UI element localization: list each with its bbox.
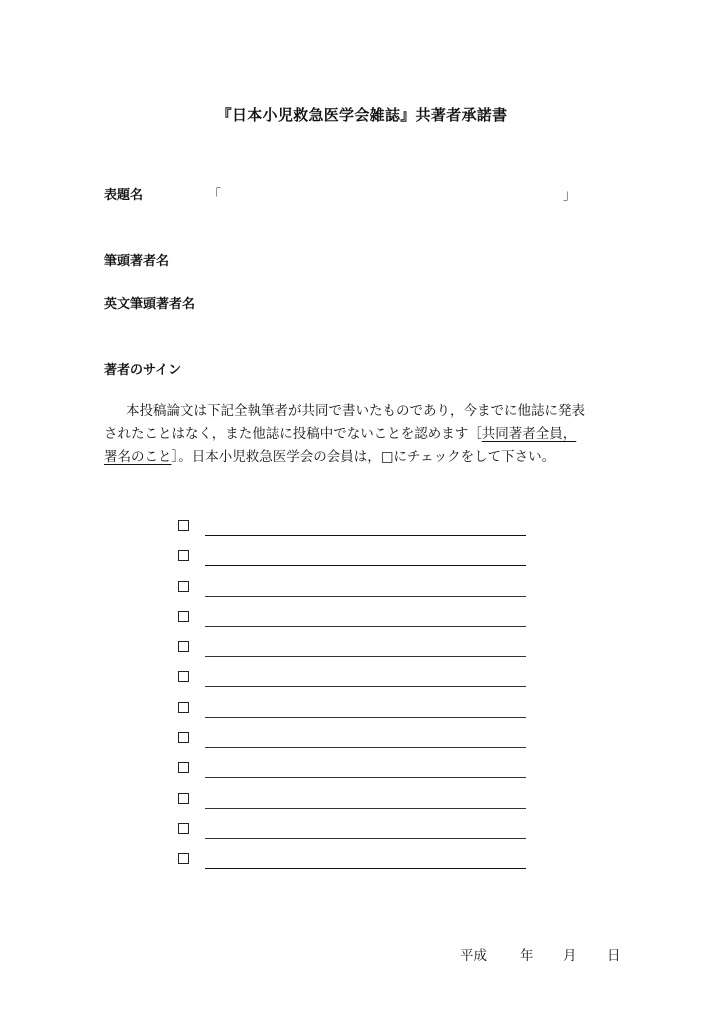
- signature-row: [178, 788, 538, 818]
- signature-row: [178, 636, 538, 666]
- member-checkbox[interactable]: [178, 581, 189, 592]
- signature-row: [178, 576, 538, 606]
- signature-row: [178, 606, 538, 636]
- title-label: 表題名: [104, 188, 144, 203]
- statement-line-3: [104, 446, 624, 469]
- signature-line[interactable]: [205, 777, 526, 778]
- first-author-en-label: 英文筆頭著者名: [104, 297, 196, 312]
- statement-underlined-2: 署名のこと: [104, 449, 172, 465]
- signature-row: [178, 848, 538, 878]
- signature-list: [178, 515, 538, 879]
- signature-line[interactable]: [205, 838, 526, 839]
- member-checkbox[interactable]: [178, 762, 189, 773]
- date-day-label: 日: [607, 948, 621, 964]
- first-author-label: 筆頭著者名: [104, 254, 170, 269]
- title-open-bracket: 「: [208, 188, 222, 203]
- signature-line[interactable]: [205, 565, 526, 566]
- member-checkbox[interactable]: [178, 853, 189, 864]
- member-checkbox[interactable]: [178, 611, 189, 622]
- signature-line[interactable]: [205, 656, 526, 657]
- member-checkbox[interactable]: [178, 671, 189, 682]
- signature-row: [178, 697, 538, 727]
- member-checkbox[interactable]: [178, 793, 189, 804]
- signature-line[interactable]: [205, 596, 526, 597]
- member-checkbox[interactable]: [178, 641, 189, 652]
- signature-line[interactable]: [205, 686, 526, 687]
- date-month-label: 月: [563, 948, 577, 964]
- member-checkbox[interactable]: [178, 702, 189, 713]
- document-title: 『日本小児救急医学会雑誌』共著者承諾書: [216, 106, 508, 124]
- signature-row: [178, 515, 538, 545]
- signature-section-label: 著者のサイン: [104, 363, 182, 378]
- member-checkbox[interactable]: [178, 550, 189, 561]
- signature-row: [178, 757, 538, 787]
- statement-line-2: [104, 423, 624, 446]
- date-year-label: 年: [520, 948, 534, 964]
- statement-line-2-text: されたことはなく，また他誌に投稿中でないことを認めます［: [104, 426, 482, 442]
- consent-statement: [104, 400, 624, 469]
- signature-line[interactable]: [205, 626, 526, 627]
- member-checkbox[interactable]: [178, 520, 189, 531]
- signature-line[interactable]: [205, 717, 526, 718]
- date-era: 平成: [460, 948, 487, 964]
- signature-row: [178, 727, 538, 757]
- statement-underlined-1: 共同著者全員，: [481, 426, 577, 442]
- statement-line-3-text: ］。日本小児救急医学会の会員は，□にチェックをして下さい。: [171, 449, 556, 465]
- signature-line[interactable]: [205, 535, 526, 536]
- statement-line-1: 本投稿論文は下記全執筆者が共同で書いたものであり，今までに他誌に発表: [126, 403, 585, 419]
- member-checkbox[interactable]: [178, 732, 189, 743]
- signature-row: [178, 818, 538, 848]
- signature-row: [178, 666, 538, 696]
- signature-line[interactable]: [205, 868, 526, 869]
- signature-row: [178, 545, 538, 575]
- signature-line[interactable]: [205, 747, 526, 748]
- member-checkbox[interactable]: [178, 823, 189, 834]
- title-close-bracket: 」: [563, 188, 577, 203]
- signature-line[interactable]: [205, 808, 526, 809]
